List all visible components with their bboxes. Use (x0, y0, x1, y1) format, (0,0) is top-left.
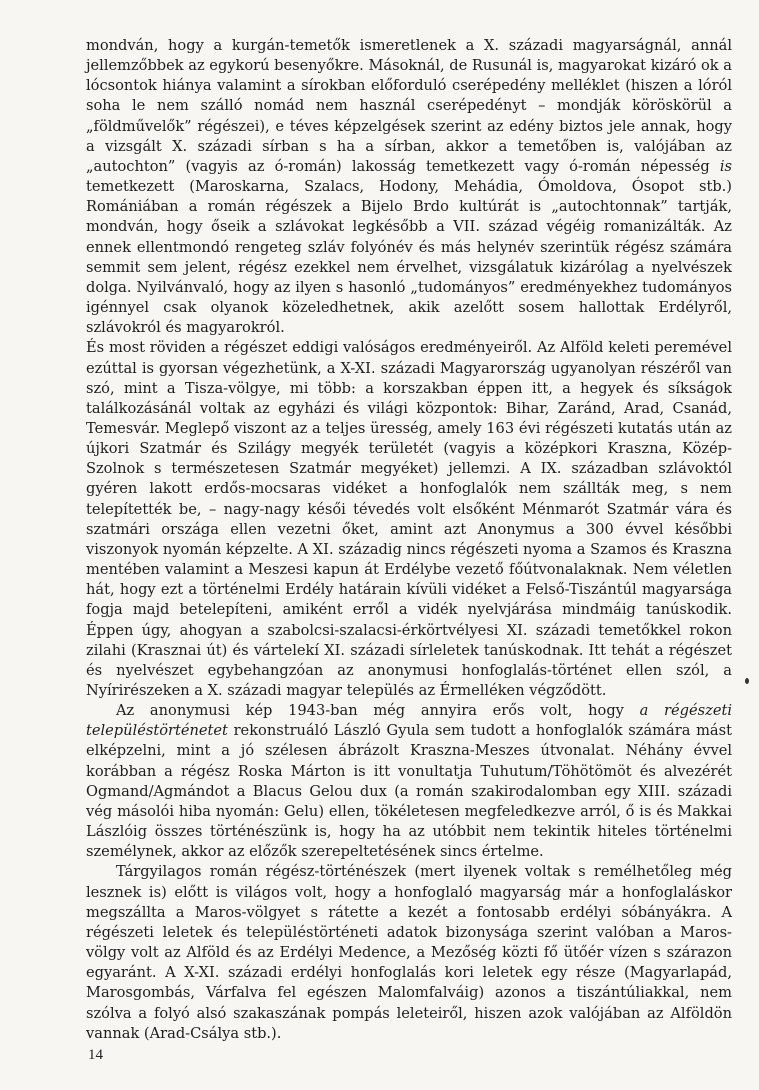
text-segment: mondván, hogy a kurgán-temetők ismeretlenek a X. századi magyarságnál, annál jellemzőbbek az egykorú besenyőkre. Másoknál, de Rusunál is, magyarokat kizáró ok a lócsontok hiánya valamint a sírokban előforduló cserépedény melléklet (hiszen a lóról soha le nem szálló nomád nem használ cserépedényt – mondják köröskörül a „földművelők” régészei), e téves képzelgések szerint az edény biztos jele annak, hogy a vizsgált X. századi sírban s ha a sírban, akkor a temetőben is, valójában az „autochton” (vagyis az ó-román) lakosság temetkezett vagy ó-román népesség (86, 37, 732, 175)
paragraph-4 (86, 862, 732, 1043)
text-segment: És most röviden a régészet eddigi valóságos eredményeiről. Az Alföld keleti peremével ezúttal is gyorsan végezhetünk, a X-XI. századi Magyarország ugyanolyan részéről van szó, mint a Tisza-völgye, mi több: a korszakban éppen itt, a hegyek és síkságok találkozásánál voltak az egyházi és világi központok: Bihar, Zaránd, Arad, Csanád, Temesvár. Meglepő viszont az a teljes üresség, amely 163 évi régészeti kutatás után az újkori Szatmár és Szilágy megyék területét (vagyis a középkori Kraszna, Közép-Szolnok s természetesen Szatmár megyéket) jellemzi. A IX. században szlávoktól gyéren lakott erdős-mocsaras vidéket a honfoglalók nem szállták meg, s nem telepítették be, – nagy-nagy késői tévedés volt elsőként Ménmarót Szatmár vára és szatmári országa ellen vezetni őket, amint azt Anonymus a 300 évvel későbbi viszonyok nyomán képzelte. A XI. századig nincs régészeti nyoma a Szamos és Kraszna mentében valamint a Meszesi kapun át Erdélybe vezető főútvonalaknak. Nem véletlen hát, hogy ezt a történelmi Erdély határain kívüli vidéket a Felső-Tiszántúl magyarsága fogja majd betelepíteni, amiként erről a vidék nyelvjárása mindmáig tanúskodik. Éppen úgy, ahogyan a szabolcsi-szalacsi-érkörtvélyesi XI. századi temetőkkel rokon zilahi (Krasznai út) és vártelekí XI. századi sírleletek tanúskodnak. Itt tehát a régészet és nyelvészet egybehangzóan az anonymusi honfoglalás-történet ellen szól, a Nyírirészeken a X. századi magyar település az Érmelléken végződött. (86, 339, 732, 699)
paragraph-3 (86, 701, 732, 862)
italic-text: is (719, 157, 732, 175)
text-segment: temetkezett (Maroskarna, Szalacs, Hodony, Mehádia, Ómoldova, Ósopot stb.) Romániában a román régészek a Bijelo Brdo kultúrát is „autochtonnak” tartják, mondván, hogy őseik a szlávokat legkésőbb a VII. század végéig romanizálták. Az ennek ellentmondó rengeteg szláv folyónév és más helynév szerintük régész számára semmit sem jelent, régész ezekkel nem érvelhet, vizsgálatuk kizárólag a nyelvészek dolga. Nyilvánvaló, hogy az ilyen s hasonló „tudományos” eredményekhez tudományos igénnyel csak olyanok közeledhetnek, akik azelőtt sosem hallottak Erdélyről, szlávokról és magyarokról. (86, 178, 732, 337)
page-text-body (86, 36, 732, 1044)
text-segment: Az anonymusi kép 1943-ban még annyira erős volt, hogy (116, 702, 640, 720)
text-segment: rekonstruáló László Gyula sem tudott a honfoglalók számára mást elképzelni, mint a jó szélesen ábrázolt Kraszna-Meszes útvonalat. Néhány évvel korábban a régész Roska Márton is itt vonultatja Tuhutum/Töhötömöt és alvezérét Ogmand/Agmándot a Blacus Gelou dux (a román szakirodalomban egy XIII. századi vég másolói hiba nyomán: Gelu) ellen, tökéletesen megfeledkezve arról, ő is és Makkai Lászlóig összes történészünk is, hogy ha az utóbbit nem tekintik hiteles történelmi személynek, akkor az előzők szerepeltetésének sincs értelme. (86, 722, 732, 861)
text-segment: Tárgyilagos román régész-történészek (mert ilyenek voltak s remélhetőleg még lesznek is) előtt is világos volt, hogy a honfoglaló magyarság már a honfoglaláskor megszállta a Maros-völgyet s rátette a kezét a fontosabb erdélyi sóbányákra. A régészeti leletek és településtörténeti adatok bizonysága szerint valóban a Maros-völgy volt az Alföld és az Erdélyi Medence, a Mezőség közti fő ütőér vízen s szárazon egyaránt. A X-XI. századi erdélyi honfoglalás kori leletek egy része (Magyarlapád, Marosgombás, Várfalva fel egészen Malomfalváig) azonos a tiszántúliakkal, nem szólva a folyó alsó szakaszának pompás leleteiről, hiszen azok valójában az Alföldön vannak (Arad-Csálya stb.). (86, 863, 732, 1042)
page-number: 14 (88, 1047, 103, 1063)
italic-text: a régészeti településtörténetet (86, 702, 732, 740)
margin-mark (745, 678, 749, 684)
paragraph-1 (86, 36, 732, 338)
paragraph-2 (86, 338, 732, 701)
